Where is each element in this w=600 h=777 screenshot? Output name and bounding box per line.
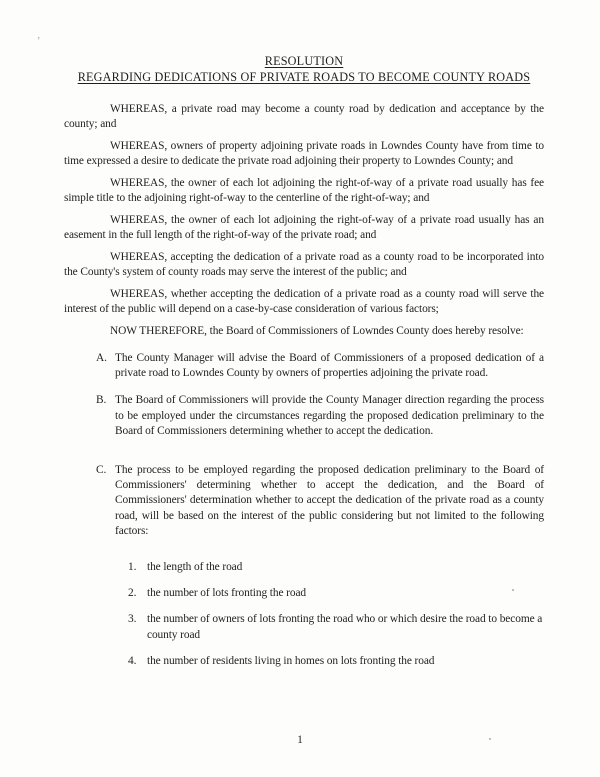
document-title <box>64 54 544 85</box>
title-line-2: REGARDING DEDICATIONS OF PRIVATE ROADS TO BECOME COUNTY ROADS <box>77 69 531 84</box>
item-label: B. <box>96 394 107 407</box>
item-text: The County Manager will advise the Board of Commissioners of a proposed dedication of a private road to Lowndes County by owners of properties adjoining the private road. <box>115 352 544 380</box>
item-text: The process to be employed regarding the proposed dedication preliminary to the Board of Commissioners' determining whether to accept the dedication, and the Board of Commissioners' determination whether to accept the dedication of the private road as a county road, will be based on the interest of the public considering but not limited to the following factors: <box>115 464 544 537</box>
item-label: 2. <box>128 587 137 600</box>
item-text: the number of lots fronting the road <box>147 587 306 600</box>
whereas-paragraph-1: WHEREAS, a private road may become a county road by dedication and acceptance by the county; and <box>64 103 544 130</box>
whereas-paragraph-6: WHEREAS, whether accepting the dedication of a private road as a county road will serve the interest of the public will depend on a case-by-case consideration of various factors; <box>64 288 544 315</box>
whereas-paragraph-3: WHEREAS, the owner of each lot adjoining the right-of-way of a private road usually has fee simple title to the adjoining right-of-way to the centerline of the right-of-way; and <box>64 177 544 204</box>
lettered-item-b <box>96 393 544 439</box>
item-text: the number of residents living in homes on lots fronting the road <box>147 654 435 667</box>
item-label: 4. <box>128 654 137 667</box>
page-number: 1 <box>297 734 303 746</box>
title-line-1: RESOLUTION <box>264 54 344 68</box>
item-label: 3. <box>128 613 137 626</box>
document-content <box>64 54 544 680</box>
item-text: the number of owners of lots fronting the road who or which desire the road to become a county road <box>147 613 543 641</box>
whereas-paragraph-4: WHEREAS, the owner of each lot adjoining the right-of-way of a private road usually has an easement in the full length of the right-of-way of the private road; and <box>64 214 544 241</box>
item-label: A. <box>96 352 107 364</box>
item-text: the length of the road <box>147 561 243 574</box>
numbered-item-4 <box>128 654 544 669</box>
numbered-item-1 <box>128 560 544 575</box>
whereas-paragraph-5: WHEREAS, accepting the dedication of a private road as a county road to be incorporated into the County's system of county roads may serve the interest of the public; and <box>64 251 544 278</box>
numbered-item-3 <box>128 612 544 642</box>
item-text: The Board of Commissioners will provide the County Manager direction regarding the process to be employed under the circumstances regarding the proposed dedication preliminary to the Board of Commissioners determining whether to accept the dedication. <box>115 394 544 437</box>
resolve-paragraph: NOW THEREFORE, the Board of Commissioners of Lowndes County does hereby resolve: <box>110 325 524 337</box>
whereas-paragraph-2: WHEREAS, owners of property adjoining private roads in Lowndes County have from time to time expressed a desire to dedicate the private road adjoining their property to Lowndes County; and <box>64 140 544 167</box>
numbered-item-2 <box>128 586 544 601</box>
item-label: 1. <box>128 561 137 574</box>
lettered-item-a <box>96 351 544 381</box>
scan-artifact: ’ <box>37 36 41 47</box>
item-label: C. <box>96 464 107 477</box>
lettered-item-c <box>96 463 544 539</box>
factors-list <box>64 560 544 669</box>
